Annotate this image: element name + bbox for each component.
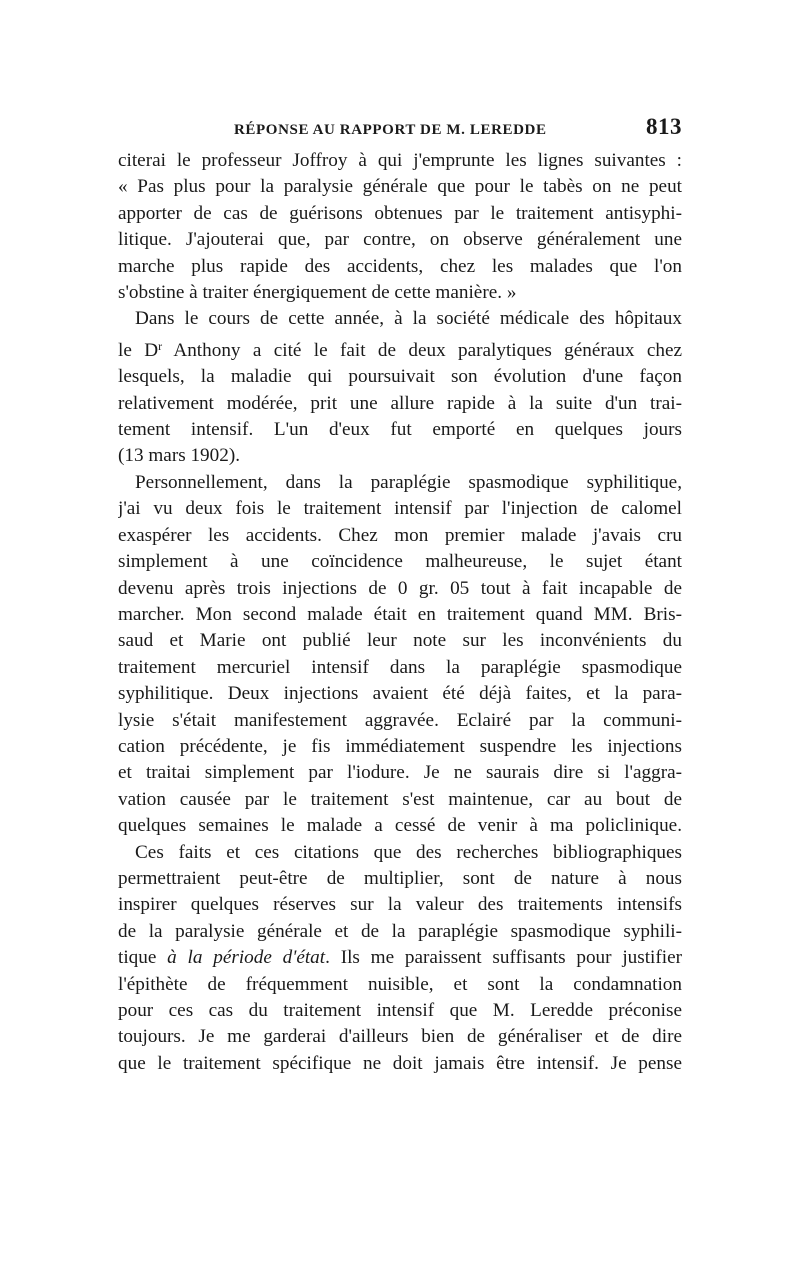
text-line: relativement modérée, prit une allure rapide à la suite d'un trai- <box>118 392 682 414</box>
text-line: Personnellement, dans la paraplégie spasmodique syphilitique, <box>135 471 682 493</box>
text-line: Dans le cours de cette année, à la société médicale des hôpitaux <box>135 308 682 330</box>
book-page <box>118 112 682 1077</box>
text-line: inspirer quelques réserves sur la valeur des traitements intensifs <box>118 894 682 916</box>
text-line: citerai le professeur Joffroy à qui j'emprunte les lignes suivantes : <box>118 150 682 171</box>
running-title: RÉPONSE AU RAPPORT DE M. LEREDDE <box>234 122 547 138</box>
text-line-with-superscript <box>118 333 682 364</box>
text-line: lesquels, la maladie qui poursuivait son évolution d'une façon <box>118 366 682 388</box>
text-fragment: tique <box>118 947 168 969</box>
text-line: de la paralysie générale et de la paraplégie spasmodique syphili- <box>118 920 682 942</box>
text-fragment: . Ils me paraissent suffisants pour justifier <box>325 947 682 969</box>
italic-phrase: à la période d'état <box>167 947 326 969</box>
text-line: et traitai simplement par l'iodure. Je ne saurais dire si l'aggra- <box>118 762 682 784</box>
text-line: lysie s'était manifestement aggravée. Eclairé par la communi- <box>118 709 682 731</box>
text-line: devenu après trois injections de 0 gr. 05 tout à fait incapable de <box>118 577 682 599</box>
text-line: « Pas plus pour la paralysie générale que pour le tabès on ne peut <box>118 176 682 198</box>
text-line: pour ces cas du traitement intensif que M. Leredde préconise <box>118 1000 682 1021</box>
text-line: que le traitement spécifique ne doit jamais être intensif. Je pense <box>118 1052 682 1074</box>
text-line: j'ai vu deux fois le traitement intensif par l'injection de calomel <box>118 498 682 520</box>
text-line: simplement à une coïncidence malheureuse, le sujet étant <box>118 551 682 573</box>
paragraph-4 <box>118 840 682 1078</box>
text-line: litique. J'ajouterai que, par contre, on observe généralement une <box>118 229 682 251</box>
text-line: permettraient peut-être de multiplier, sont de nature à nous <box>118 867 682 889</box>
page-number: 813 <box>646 114 682 139</box>
paragraph-2 <box>118 306 682 469</box>
text-line: cation précédente, je fis immédiatement suspendre les injections <box>118 735 682 757</box>
text-line: s'obstine à traiter énergiquement de cette manière. » <box>118 282 517 304</box>
text-line: marcher. Mon second malade était en traitement quand MM. Bris- <box>118 603 682 625</box>
text-line: vation causée par le traitement s'est maintenue, car au bout de <box>118 788 682 810</box>
text-line: toujours. Je me garderai d'ailleurs bien de généraliser et de dire <box>118 1026 682 1048</box>
paragraph-3 <box>118 470 682 840</box>
text-line-with-italic <box>118 945 682 971</box>
text-line: apporter de cas de guérisons obtenues par le traitement antisyphi- <box>118 202 682 224</box>
text-line: traitement mercuriel intensif dans la paraplégie spasmodique <box>118 656 682 678</box>
text-line: exaspérer les accidents. Chez mon premier malade j'avais cru <box>118 524 682 546</box>
text-fragment: le D <box>118 339 159 361</box>
text-line: tement intensif. L'un d'eux fut emporté en quelques jours <box>118 419 682 441</box>
superscript: r <box>158 338 163 353</box>
text-line: l'épithète de fréquemment nuisible, et sont la condamnation <box>118 973 682 995</box>
running-header <box>118 112 682 146</box>
text-line: quelques semaines le malade a cessé de venir à ma policlinique. <box>118 815 682 837</box>
text-line: marche plus rapide des accidents, chez les malades que l'on <box>118 255 682 277</box>
text-line: Ces faits et ces citations que des recherches bibliographiques <box>135 841 682 863</box>
paragraph-1 <box>118 148 682 306</box>
text-line: (13 mars 1902). <box>118 445 241 467</box>
text-fragment: Anthony a cité le fait de deux paralytiques généraux chez <box>162 339 682 361</box>
text-line: syphilitique. Deux injections avaient été déjà faites, et la para- <box>118 683 682 705</box>
text-line: saud et Marie ont publié leur note sur les inconvénients du <box>118 630 682 652</box>
